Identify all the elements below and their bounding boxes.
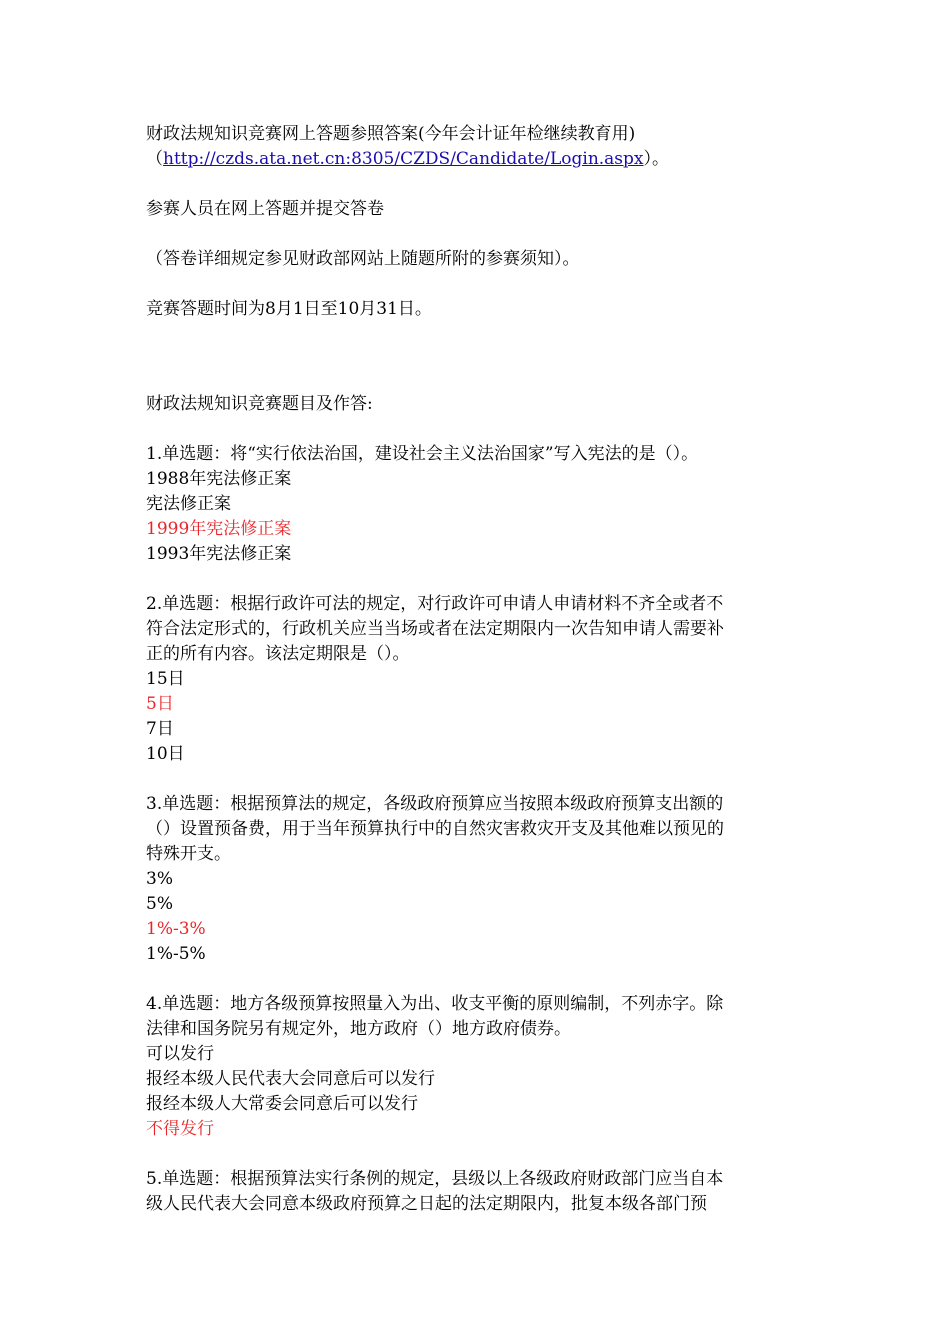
answer-option-correct: 5日 bbox=[146, 694, 174, 714]
document-title: 财政法规知识竞赛网上答题参照答案(今年会计证年检继续教育用) bbox=[146, 124, 636, 144]
answer-option: 1988年宪法修正案 bbox=[146, 469, 292, 489]
question-text-line: 2.单选题：根据行政许可法的规定，对行政许可申请人申请材料不齐全或者不 bbox=[146, 594, 724, 614]
question-text-line: 3.单选题：根据预算法的规定，各级政府预算应当按照本级政府预算支出额的 bbox=[146, 794, 724, 814]
link-prefix: （ bbox=[146, 149, 163, 169]
question-block bbox=[146, 592, 826, 767]
login-link-line bbox=[146, 147, 826, 172]
question-text-line: 正的所有内容。该法定期限是（）。 bbox=[146, 644, 410, 664]
question-text-line: 特殊开支。 bbox=[146, 844, 231, 864]
answer-option: 报经本级人大常委会同意后可以发行 bbox=[146, 1094, 418, 1114]
answer-option: 1%-5% bbox=[146, 944, 206, 964]
answer-option-correct: 不得发行 bbox=[146, 1119, 214, 1139]
section-title: 财政法规知识竞赛题目及作答: bbox=[146, 394, 373, 414]
question-text-line: 级人民代表大会同意本级政府预算之日起的法定期限内，批复本级各部门预 bbox=[146, 1194, 707, 1214]
answer-option: 10日 bbox=[146, 744, 185, 764]
question-block bbox=[146, 442, 826, 567]
answer-option: 报经本级人民代表大会同意后可以发行 bbox=[146, 1069, 435, 1089]
question-text-line: （）设置预备费，用于当年预算执行中的自然灾害救灾开支及其他难以预见的 bbox=[146, 819, 724, 839]
answer-option: 可以发行 bbox=[146, 1044, 214, 1064]
question-text-line: 5.单选题：根据预算法实行条例的规定，县级以上各级政府财政部门应当自本 bbox=[146, 1169, 724, 1189]
intro-line-1: 参赛人员在网上答题并提交答卷 bbox=[146, 199, 384, 219]
answer-option-correct: 1%-3% bbox=[146, 919, 206, 939]
document-page bbox=[146, 122, 826, 1217]
answer-option: 15日 bbox=[146, 669, 185, 689]
answer-option: 宪法修正案 bbox=[146, 494, 231, 514]
question-text-line: 4.单选题：地方各级预算按照量入为出、收支平衡的原则编制，不列赤字。除 bbox=[146, 994, 724, 1014]
intro-line-2: （答卷详细规定参见财政部网站上随题所附的参赛须知）。 bbox=[146, 249, 580, 269]
question-block bbox=[146, 792, 826, 967]
question-text-line: 1.单选题：将“实行依法治国，建设社会主义法治国家”写入宪法的是（）。 bbox=[146, 444, 699, 464]
login-link[interactable]: http://czds.ata.net.cn:8305/CZDS/Candidate/Login.aspx bbox=[163, 149, 644, 169]
question-text-line: 法律和国务院另有规定外，地方政府（）地方政府债券。 bbox=[146, 1019, 571, 1039]
question-block bbox=[146, 992, 826, 1142]
link-suffix: ）。 bbox=[643, 149, 669, 169]
question-list bbox=[146, 417, 826, 1217]
answer-option: 3% bbox=[146, 869, 173, 889]
question-text-line: 符合法定形式的，行政机关应当当场或者在法定期限内一次告知申请人需要补 bbox=[146, 619, 724, 639]
answer-option: 1993年宪法修正案 bbox=[146, 544, 292, 564]
answer-option-correct: 1999年宪法修正案 bbox=[146, 519, 292, 539]
answer-option: 7日 bbox=[146, 719, 174, 739]
intro-line-3: 竞赛答题时间为8月1日至10月31日。 bbox=[146, 299, 432, 319]
answer-option: 5% bbox=[146, 894, 173, 914]
question-block bbox=[146, 1167, 826, 1217]
